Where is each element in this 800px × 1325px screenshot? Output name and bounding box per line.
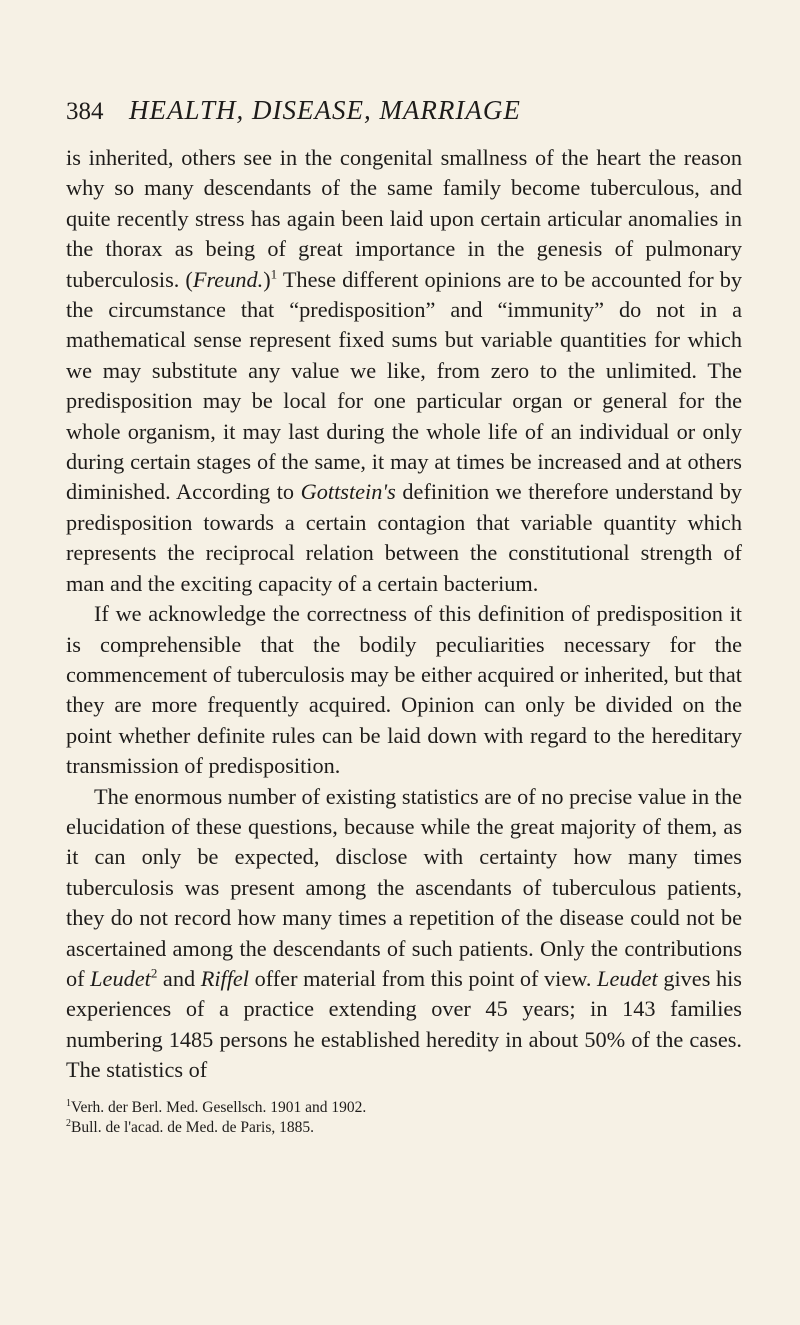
footnote-number: 1 bbox=[66, 1097, 71, 1109]
footnote-text: Bull. de l'acad. de Med. de Paris, 1885. bbox=[71, 1118, 314, 1136]
text-segment: If we acknowledge the correctness of this definition of predisposition it is comprehensible that the bodily peculiarities necessary for the commencement of tuberculosis may be either acquired or inherited, but that they are more frequently acquired. Opinion can only be divided on the point whether definite rules can be laid down with regard to the hereditary transmission of predisposition. bbox=[66, 601, 742, 779]
footnote bbox=[66, 1118, 742, 1138]
text-segment: offer material from this point of view. bbox=[249, 965, 598, 991]
text-segment: and bbox=[157, 965, 201, 991]
footnote bbox=[66, 1098, 742, 1118]
text-segment: The enormous number of existing statistics are of no precise value in the elucidation of these questions, because while the great majority of them, as it can only be expected, disclose with certainty how many times tuberculosis was present among the ascendants of tuberculous patients, they do not record how many times a repetition of the disease could not be ascertained among the descendants of such patients. Only the contributions of bbox=[66, 783, 742, 991]
footnote-number: 2 bbox=[66, 1117, 71, 1129]
italic-text: Gottstein's bbox=[300, 479, 396, 505]
running-title: HEALTH, DISEASE, MARRIAGE bbox=[129, 95, 521, 125]
text-segment: definition we therefore understand by predisposition towards a certain contagion that variable quantity which represents the reciprocal relation between the constitutional strength of man and the exciting capacity of a certain bacterium. bbox=[66, 479, 742, 596]
footnote-marker: 1 bbox=[270, 266, 278, 282]
text-segment: ) bbox=[263, 266, 271, 292]
italic-text: Freund. bbox=[192, 266, 264, 292]
italic-text: Leudet bbox=[90, 965, 151, 991]
footnotes bbox=[66, 1098, 742, 1138]
book-page bbox=[66, 95, 742, 1138]
paragraph bbox=[66, 143, 742, 599]
page-header bbox=[66, 95, 742, 143]
italic-text: Riffel bbox=[200, 965, 249, 991]
footnote-marker: 2 bbox=[150, 965, 158, 981]
text-segment: These different opinions are to be accounted for by the circumstance that “predisposition” and “immunity” do not in a mathematical sense represent fixed sums but variable quantities for which we may substitute any value we like, from zero to the unlimited. The predisposition may be local for one particular organ or general for the whole organism, it may last during the whole life of an individual or only during certain stages of the same, it may at times be increased and at others diminished. According to bbox=[66, 266, 742, 505]
text-segment: is inherited, others see in the congenital smallness of the heart the reason why so many descendants of the same family become tuberculous, and quite recently stress has again been laid upon certain articular anomalies in the thorax as being of great importance in the genesis of pulmonary tuberculosis. ( bbox=[66, 145, 742, 292]
page-number: 384 bbox=[66, 98, 104, 125]
footnote-text: Verh. der Berl. Med. Gesellsch. 1901 and 1902. bbox=[71, 1098, 367, 1116]
text-segment: gives his experiences of a practice extending over 45 years; in 143 families numbering 1485 persons he established heredity in about 50% of the cases. The statistics of bbox=[66, 965, 742, 1083]
italic-text: Leudet bbox=[597, 965, 658, 991]
paragraph bbox=[66, 599, 742, 781]
paragraph bbox=[66, 782, 742, 1086]
body-text bbox=[66, 143, 742, 1086]
